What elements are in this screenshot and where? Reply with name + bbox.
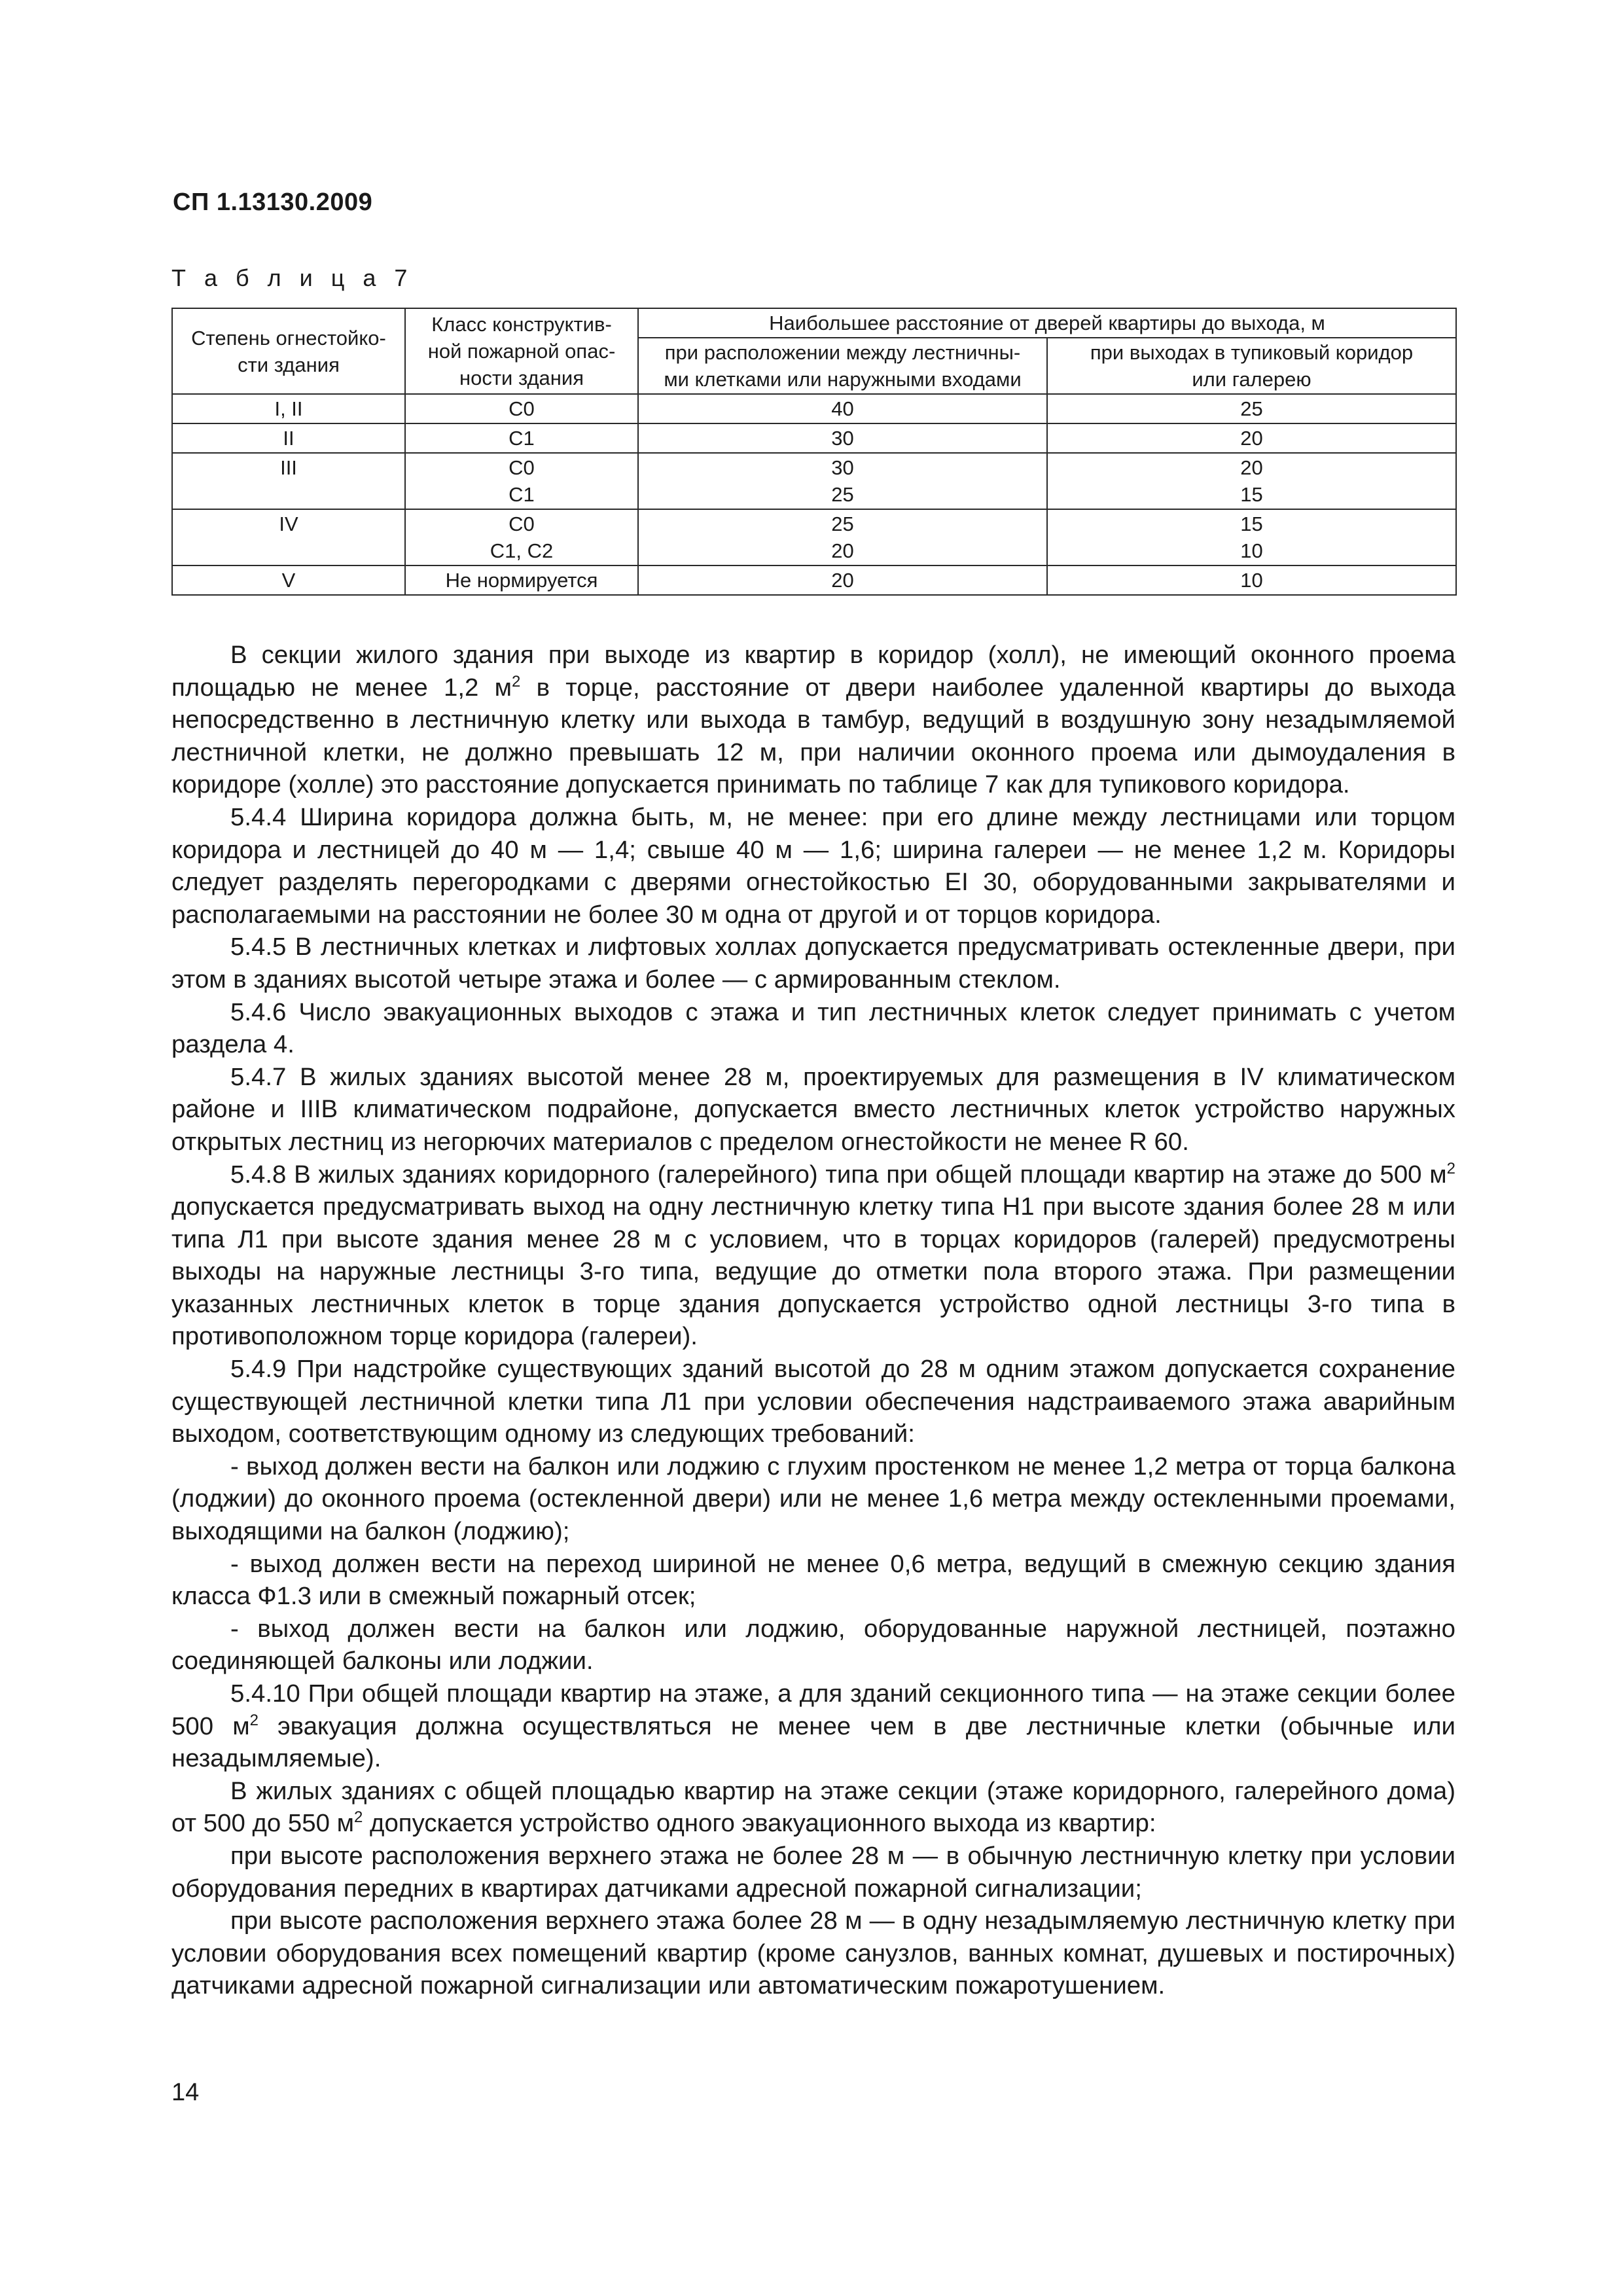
cell-deadend: 15 10 — [1047, 509, 1456, 565]
paragraph-single-exit — [171, 1775, 1455, 1840]
header-between-stairwells-text: при расположении между лестничны- ми клетками или наружными входами — [664, 341, 1022, 391]
header-max-distance-text: Наибольшее расстояние от дверей квартиры до выхода, м — [769, 312, 1325, 334]
paragraph-5-4-4: 5.4.4 Ширина коридора должна быть, м, не менее: при его длине между лестницами или торцом коридора и лестницей до 40 м — 1,4; свыше 40 м — 1,6; ширина галереи — не менее 1,2 м. Коридоры следует разделять перегородками с дверями огнестойкостью EI 30, оборудованными закрывателями и располагаемыми на расстоянии не более 30 м одна от другой и от торцов коридора. — [171, 802, 1455, 929]
paragraph-text: 5.4.10 При общей площади квартир на этаже, а для зданий секционного типа — на этаже секции более 500 м — [171, 1679, 1455, 1740]
paragraph-height-over-28: при высоте расположения верхнего этажа более 28 м — в одну незадымляемую лестничную клетку при условии оборудования всех помещений квартир (кроме санузлов, ванных комнат, душевых и постирочных) датчиками адресной пожарной сигнализации или автоматическим пожаротушением. — [171, 1907, 1455, 2000]
cell-class: С1 — [405, 423, 638, 453]
header-fire-resistance-degree — [172, 308, 405, 394]
cell-degree: III — [172, 453, 405, 509]
paragraph-5-4-9: 5.4.9 При надстройке существующих зданий высотой до 28 м одним этажом допускается сохранение существующей лестничной клетки типа Л1 при условии обеспечения надстраиваемого этажа аварийным выходом, соответствующим одному из следующих требований: — [171, 1355, 1455, 1448]
page-number: 14 — [171, 2079, 200, 2106]
header-fire-hazard-class — [405, 308, 638, 394]
header-max-distance — [638, 308, 1456, 338]
header-fire-resistance-degree-text: Степень огнестойко- сти здания — [191, 326, 386, 376]
paragraph-text: В жилых зданиях с общей площадью квартир на этаже секции (этаже коридорного, галерейного дома) от 500 до 550 м — [171, 1776, 1455, 1838]
superscript: 2 — [1446, 1159, 1455, 1177]
paragraph-text: эвакуация должна осуществляться не менее чем в две лестничные клетки (обычные или незадымляемые). — [171, 1712, 1455, 1773]
cell-between: 40 — [638, 394, 1047, 423]
cell-degree: V — [172, 565, 405, 595]
cell-between: 25 20 — [638, 509, 1047, 565]
cell-deadend: 10 — [1047, 565, 1456, 595]
table-caption: Т а б л и ц а 7 — [171, 264, 414, 291]
paragraph-5-4-8 — [171, 1158, 1455, 1354]
paragraph-5-4-7: 5.4.7 В жилых зданиях высотой менее 28 м, проектируемых для размещения в IV климатическом районе и IIIB климатическом подрайоне, допускается вместо лестничных клеток устройство наружных открытых лестниц из негорючих материалов с пределом огнестойкости не менее R 60. — [171, 1062, 1455, 1156]
cell-degree: II — [172, 423, 405, 453]
header-between-stairwells — [638, 338, 1047, 394]
paragraph-text: В секции жилого здания при выходе из квартир в коридор (холл), не имеющий оконного проема площадью не менее 1,2 м — [171, 641, 1455, 702]
paragraph-5-4-6: 5.4.6 Число эвакуационных выходов с этажа и тип лестничных клеток следует принимать с учетом раздела 4. — [171, 997, 1455, 1059]
superscript: 2 — [249, 1711, 259, 1729]
paragraph-text: допускается устройство одного эвакуационного выхода из квартир: — [363, 1809, 1156, 1838]
paragraph-text: допускается предусматривать выход на одну лестничную клетку типа Н1 при высоте здания более 28 м или типа Л1 при высоте здания менее 28 м с условием, что в торцах коридоров (галерей) предусмотрены выходы на наружные лестницы 3-го типа, ведущие до отметки пола второго этажа. При размещении указанных лестничных клеток в торце здания допускается устройство одной лестницы 3-го типа в противоположном торце коридора (галереи). — [171, 1193, 1455, 1351]
header-dead-end-corridor-text: при выходах в тупиковый коридор или галерею — [1090, 341, 1414, 391]
cell-degree: IV — [172, 509, 405, 565]
cell-class: С0 С1, С2 — [405, 509, 638, 565]
cell-between: 20 — [638, 565, 1047, 595]
document-code: СП 1.13130.2009 — [173, 188, 373, 216]
superscript: 2 — [354, 1808, 363, 1827]
header-fire-hazard-class-text: Класс конструктив- ной пожарной опас- ности здания — [427, 313, 616, 389]
table-header-row — [172, 308, 1456, 338]
paragraph-5-4-5: 5.4.5 В лестничных клетках и лифтовых холлах допускается предусматривать остекленные двери, при этом в зданиях высотой четыре этажа и более — с армированным стеклом. — [171, 933, 1455, 994]
list-item-passage-exit: - выход должен вести на переход шириной не менее 0,6 метра, ведущий в смежную секцию здания класса Ф1.3 или в смежный пожарный отсек; — [171, 1549, 1455, 1611]
cell-between: 30 25 — [638, 453, 1047, 509]
cell-class: С0 — [405, 394, 638, 423]
cell-degree: I, II — [172, 394, 405, 423]
paragraph-text: 5.4.8 В жилых зданиях коридорного (галерейного) типа при общей площади квартир на этаже до 500 м — [230, 1160, 1447, 1189]
list-item-balcony-exit: - выход должен вести на балкон или лоджию с глухим простенком не менее 1,2 метра от торца балкона (лоджии) до оконного проема (остекленной двери) или не менее 1,6 метра между остекленными проемами, выходящими на балкон (лоджию); — [171, 1452, 1455, 1546]
table-row — [172, 565, 1456, 595]
cell-deadend: 20 — [1047, 423, 1456, 453]
paragraph-text: в торце, расстояние от двери наиболее удаленной квартиры до выхода непосредственно в лестничную клетку или выхода в тамбур, ведущий в воздушную зону незадымляемой лестничной клетки, не должно превышать 12 м, при наличии оконного проема или дымоудаления в коридоре (холле) это расстояние допускается принимать по таблице 7 как для тупикового коридора. — [171, 673, 1455, 799]
paragraph-height-under-28: при высоте расположения верхнего этажа не более 28 м — в обычную лестничную клетку при условии оборудования передних в квартирах датчиками адресной пожарной сигнализации; — [171, 1841, 1455, 1903]
table-row — [172, 453, 1456, 509]
paragraph-dead-end-corridor — [171, 639, 1455, 801]
cell-between: 30 — [638, 423, 1047, 453]
cell-deadend: 20 15 — [1047, 453, 1456, 509]
table-row — [172, 394, 1456, 423]
table-row — [172, 509, 1456, 565]
paragraph-5-4-10 — [171, 1677, 1455, 1775]
superscript: 2 — [511, 672, 521, 691]
body-text — [171, 639, 1455, 2002]
cell-class: Не нормируется — [405, 565, 638, 595]
header-dead-end-corridor — [1047, 338, 1456, 394]
table-row — [172, 423, 1456, 453]
cell-deadend: 25 — [1047, 394, 1456, 423]
evacuation-distance-table — [171, 308, 1457, 596]
list-item-external-stair-exit: - выход должен вести на балкон или лоджию, оборудованные наружной лестницей, поэтажно соединяющей балконы или лоджии. — [171, 1614, 1455, 1676]
cell-class: С0 С1 — [405, 453, 638, 509]
